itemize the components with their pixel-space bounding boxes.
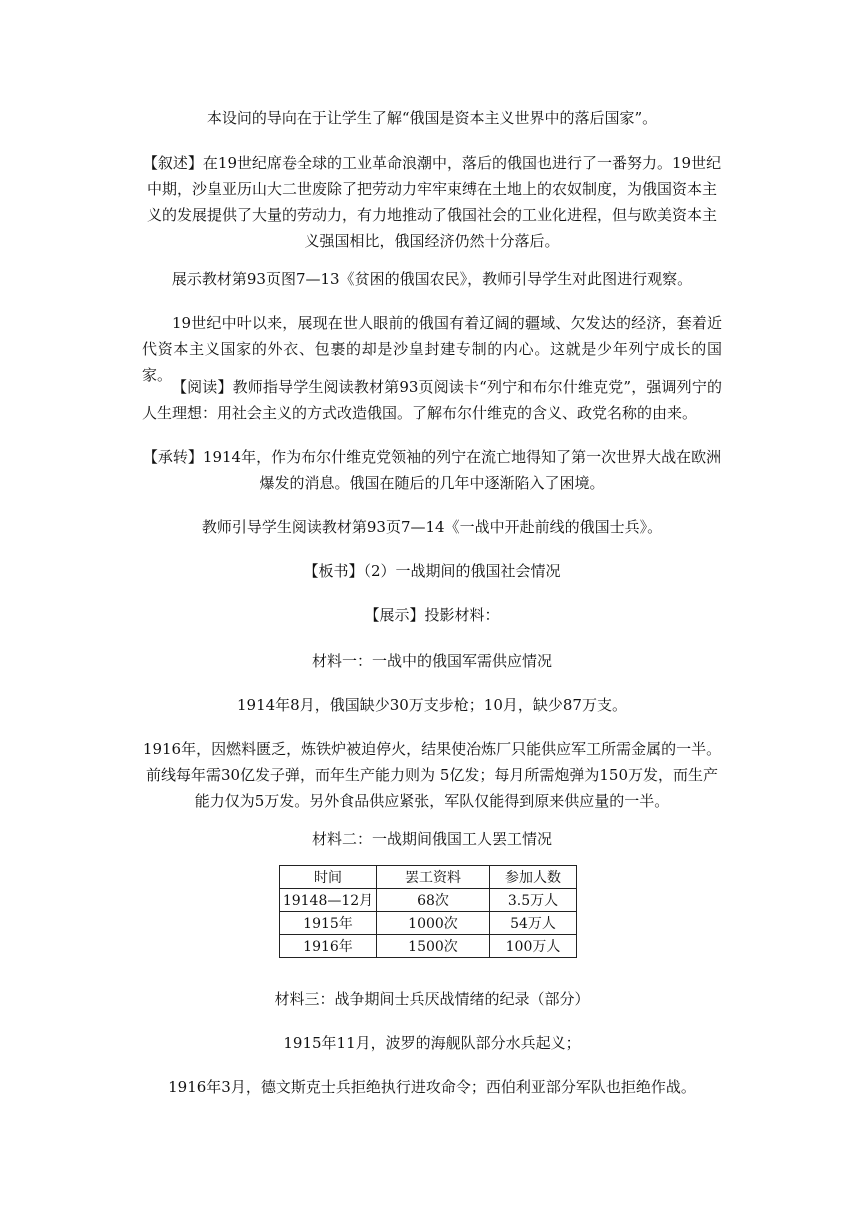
material-one-title: 材料一：一战中的俄国军需供应情况 (311, 652, 552, 670)
material-one-line1: 1914年8月，俄国缺少30万支步枪；10月，缺少87万支。 (237, 696, 627, 714)
paragraph-narration: 【叙述】在19世纪席卷全球的工业革命浪潮中，落后的俄国也进行了一番努力。19世纪中期，沙皇亚历山大二世废除了把劳动力牢牢束缚在土地上的农奴制度，为俄国资本主义的发展提供了大量的劳动力，有力地推动了俄国社会的工业化进程，但与欧美资本主义强国相比，俄国经济仍然十分落后。 (142, 154, 722, 250)
table-row (280, 912, 577, 935)
table-header: 时间 (280, 866, 377, 889)
table-header: 罢工资料 (377, 866, 490, 889)
table-cell: 19148—12月 (280, 889, 377, 912)
table-cell: 1500次 (377, 935, 490, 958)
material-two-title: 材料二：一战期间俄国工人罢工情况 (311, 830, 552, 848)
table-cell: 1916年 (280, 935, 377, 958)
table-row (280, 889, 577, 912)
table-cell: 54万人 (490, 912, 577, 935)
strike-table (279, 865, 577, 958)
paragraph-guidance: 本设问的导向在于让学生了解“俄国是资本主义世界中的落后国家”。 (206, 109, 658, 127)
table-cell: 1915年 (280, 912, 377, 935)
material-three-line2: 1916年3月，德文斯克士兵拒绝执行进攻命令；西伯利亚部分军队也拒绝作战。 (168, 1078, 696, 1096)
paragraph-show-figure: 展示教材第93页图7—13《贫困的俄国农民》，教师引导学生对此图进行观察。 (171, 270, 693, 288)
table-header-row (280, 866, 577, 889)
paragraph-transition: 【承转】1914年，作为布尔什维克党领袖的列宁在流亡地得知了第一次世界大战在欧洲爆发的消息。俄国在随后的几年中逐渐陷入了困境。 (142, 448, 722, 492)
table-cell: 68次 (377, 889, 490, 912)
paragraph-russia-19c: 19世纪中叶以来，展现在世人眼前的俄国有着辽阔的疆域、欠发达的经济，套着近代资本主义国家的外衣、包裹的却是沙皇封建专制的内心。这就是少年列宁成长的国家。 (142, 314, 722, 384)
paragraph-teacher-guide: 教师引导学生阅读教材第93页7—14《一战中开赴前线的俄国士兵》。 (201, 518, 663, 536)
material-one-line2: 1916年，因燃料匮乏，炼铁炉被迫停火，结果使冶炼厂只能供应军工所需金属的一半。前线每年需30亿发子弹，而年生产能力则为 5亿发；每月所需炮弹为150万发，而生产能力仅为5万发。另外食品供应紧张，军队仅能得到原来供应量的一半。 (142, 740, 722, 810)
paragraph-projection: 【展示】投影材料： (364, 606, 500, 624)
table-cell: 1000次 (377, 912, 490, 935)
paragraph-reading: 【阅读】教师指导学生阅读教材第93页阅读卡“列宁和布尔什维克党”，强调列宁的人生理想：用社会主义的方式改造俄国。了解布尔什维克的含义、政党名称的由来。 (142, 378, 722, 422)
table-cell: 3.5万人 (490, 889, 577, 912)
table-row (280, 935, 577, 958)
table-cell: 100万人 (490, 935, 577, 958)
paragraph-board-writing: 【板书】（2）一战期间的俄国社会情况 (303, 562, 561, 580)
table-header: 参加人数 (490, 866, 577, 889)
material-three-title: 材料三：战争期间士兵厌战情绪的纪录（部分） (274, 990, 590, 1008)
material-three-line1: 1915年11月，波罗的海舰队部分水兵起义； (283, 1034, 581, 1052)
